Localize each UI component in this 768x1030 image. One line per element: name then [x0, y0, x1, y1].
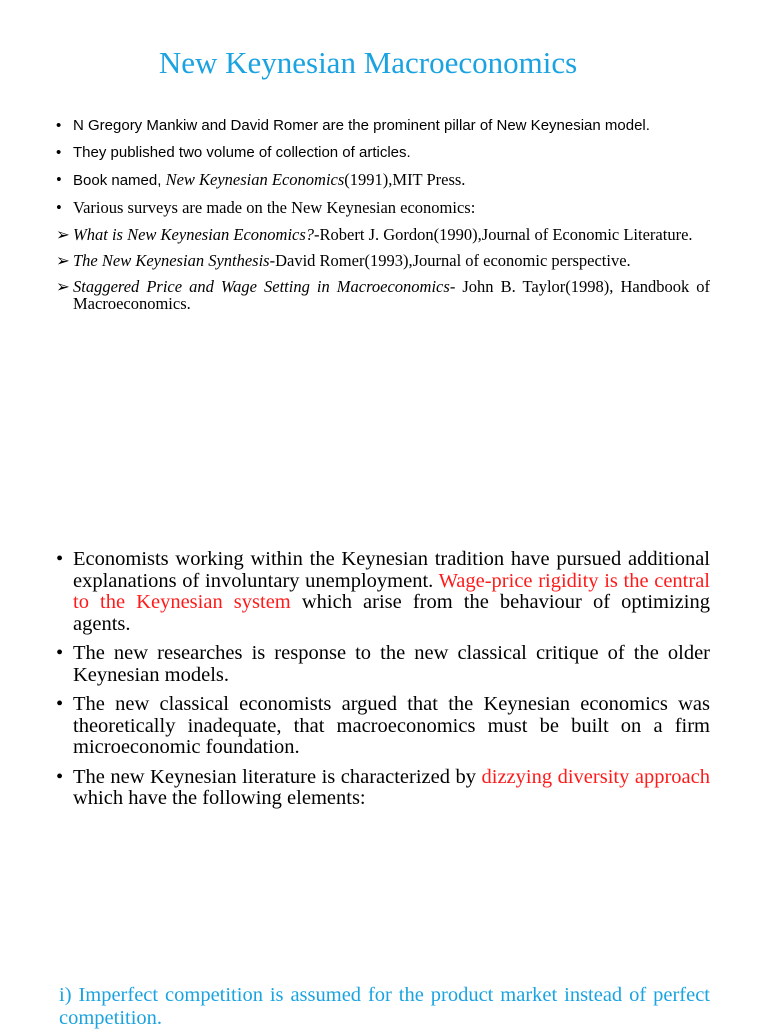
highlight-text: dizzying diversity approach	[481, 765, 710, 788]
reference-title: Staggered Price and Wage Setting in Macroeconomics	[73, 277, 450, 296]
reference-item	[56, 278, 710, 312]
slide-title: New Keynesian Macroeconomics	[158, 45, 578, 80]
slide3-point: i) Imperfect competition is assumed for the product market instead of perfect competition.	[59, 984, 710, 1029]
arrow-bullet-icon: ➢	[56, 277, 70, 296]
reference-source: -David Romer(1993),Journal of economic perspective.	[269, 251, 631, 270]
list-item	[56, 694, 710, 759]
bullet-text: The new classical economists argued that the Keynesian economics was theoretically inadequate, that macroeconomics must be built on a firm microeconomic foundation.	[73, 693, 710, 758]
bullet-text: They published two volume of collection of articles.	[73, 144, 411, 161]
list-item	[56, 199, 710, 216]
bullet-text: Various surveys are made on the New Keynesian economics:	[73, 198, 476, 217]
bullet-text: The new researches is response to the new classical critique of the older Keynesian models.	[73, 642, 710, 686]
reference-item	[56, 226, 710, 243]
bullet-icon: •	[56, 548, 64, 570]
reference-item	[56, 252, 710, 269]
list-item	[56, 144, 710, 161]
list-item	[56, 767, 710, 810]
bullet-text: The new Keynesian literature is characterized by	[73, 765, 482, 788]
bullet-text-prefix: Book named,	[73, 172, 166, 189]
bullet-text-suffix: (1991),MIT Press.	[344, 170, 466, 189]
bullet-text: Economists working within the Keynesian tradition have pursued additional explanations of involuntary unemployment.	[73, 548, 710, 592]
arrow-bullet-icon: ➢	[56, 225, 70, 244]
list-item	[56, 117, 710, 134]
reference-source: - John B. Taylor(1998), Handbook of Macroeconomics.	[73, 277, 710, 313]
list-item	[56, 549, 710, 635]
bullet-icon: •	[56, 693, 64, 715]
reference-title: The New Keynesian Synthesis	[73, 251, 270, 270]
bullet-text: which arise from the behaviour of optimizing agents.	[73, 591, 710, 635]
bullet-text: which have the following elements:	[73, 787, 366, 809]
bullet-icon: •	[56, 642, 64, 664]
bullet-icon: •	[56, 117, 62, 134]
list-item	[56, 643, 710, 686]
slide2-bullet-list	[56, 549, 710, 818]
reference-title: What is New Keynesian Economics?	[73, 225, 315, 244]
reference-source: -Robert J. Gordon(1990),Journal of Economic Literature.	[314, 225, 693, 244]
bullet-icon: •	[56, 144, 62, 161]
book-title: New Keynesian Economics	[165, 170, 345, 189]
arrow-bullet-icon: ➢	[56, 251, 70, 270]
bullet-text: N Gregory Mankiw and David Romer are the prominent pillar of New Keynesian model.	[73, 117, 650, 134]
bullet-icon: •	[56, 170, 62, 189]
bullet-icon: •	[56, 765, 64, 788]
bullet-icon: •	[56, 198, 62, 217]
list-item	[56, 171, 710, 189]
highlight-text: Wage-price rigidity is the central to the Keynesian system	[73, 569, 711, 613]
slide1-bullet-list	[56, 117, 710, 321]
